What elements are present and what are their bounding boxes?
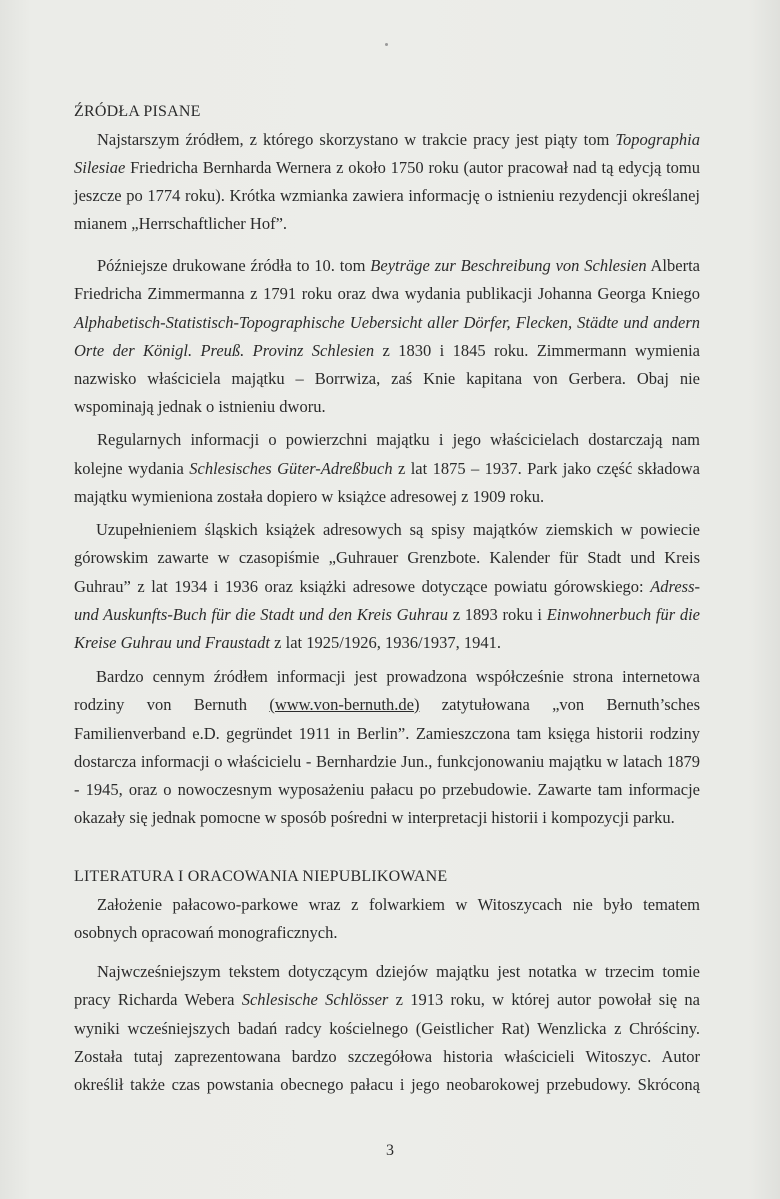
- text-line: [74, 487, 700, 507]
- text-line: [97, 256, 700, 276]
- text-line: [74, 808, 700, 828]
- italic-title-text: Alphabetisch-Statistisch-Topographische Uebersicht aller Dörfer, Flecken, Städte und andern: [74, 313, 700, 332]
- text-line: [74, 577, 700, 597]
- text-line: [74, 923, 700, 943]
- text-line: [74, 633, 700, 653]
- text-line: [74, 313, 700, 333]
- body-text: z lat 1925/1926, 1936/1937, 1941.: [270, 633, 502, 652]
- body-text: wyniki wcześniejszych badań radcy kościelnego (Geistlicher Rat) Wenzlicka z Chróściny.: [74, 1019, 700, 1038]
- body-text: okazały się jednak pomocne w sposób pośredni w interpretacji historii i kompozycji parku.: [74, 808, 675, 827]
- text-line: [97, 962, 700, 982]
- body-text: - 1945, oraz o nowoczesnym wyposażeniu pałacu po przebudowie. Zawarte tam informacje: [74, 780, 700, 799]
- text-line: [74, 158, 700, 178]
- body-text: Najwcześniejszym tekstem dotyczącym dziejów majątku jest notatka w trzecim tomie: [97, 962, 700, 981]
- body-text: Guhrau” z lat 1934 i 1936 oraz książki adresowe dotyczące powiatu górowskiego:: [74, 577, 651, 596]
- italic-title-text: Kreise Guhrau und Fraustadt: [74, 633, 271, 652]
- text-line: [96, 667, 700, 687]
- body-text: rodziny von Bernuth: [74, 695, 270, 714]
- text-line: [74, 397, 700, 417]
- text-line: [74, 459, 700, 479]
- body-text: z 1830 i 1845 roku. Zimmermann wymienia: [374, 341, 700, 360]
- italic-title-text: Schlesische Schlösser: [241, 990, 389, 1009]
- body-text: Friedricha Zimmermanna z 1791 roku oraz dwa wydania publikacji Johanna Georga Kniego: [74, 284, 700, 303]
- body-text: z 1893 roku i: [448, 605, 547, 624]
- text-line: [74, 605, 700, 625]
- body-text: Została tutaj zaprezentowana bardzo szczegółowa historia właścicieli Witoszyc. Autor: [74, 1047, 700, 1066]
- text-line: [74, 1019, 700, 1039]
- body-text: pracy Richarda Webera: [74, 990, 242, 1009]
- body-text: Regularnych informacji o powierzchni majątku i jego właścicielach dostarczają nam: [97, 430, 700, 449]
- body-text: Uzupełnieniem śląskich książek adresowych są spisy majątków ziemskich w powiecie: [96, 520, 700, 539]
- body-text: Założenie pałacowo-parkowe wraz z folwarkiem w Witoszycach nie było tematem: [97, 895, 700, 914]
- body-text: Familienverband e.D. gegründet 1911 in Berlin”. Zamieszczona tam księga historii rodziny: [74, 724, 700, 743]
- body-text: kolejne wydania: [74, 459, 190, 478]
- body-text: określił także czas powstania obecnego pałacu i jego neobarokowej przebudowy. Skróconą: [74, 1075, 700, 1094]
- text-line: [74, 724, 700, 744]
- italic-title-text: Adress-: [650, 577, 700, 596]
- text-line: [97, 430, 700, 450]
- body-text: zatytułowana „von Bernuth’sches: [419, 695, 700, 714]
- italic-title-text: und Auskunfts-Buch für die Stadt und den Kreis Guhrau: [74, 605, 449, 624]
- text-line: [74, 1047, 700, 1067]
- text-line: [74, 695, 700, 715]
- text-line: [96, 520, 700, 540]
- body-text: wspominają jednak o istnieniu dworu.: [74, 397, 326, 416]
- text-line: [97, 130, 700, 150]
- italic-title-text: Beyträge zur Beschreibung von Schlesien: [370, 256, 647, 275]
- body-text: mianem „Herrschaftlicher Hof”.: [74, 214, 288, 233]
- body-text: Bardzo cennym źródłem informacji jest prowadzona współcześnie strona internetowa: [96, 667, 700, 686]
- text-line: [74, 284, 700, 304]
- italic-title-text: Einwohnerbuch für die: [546, 605, 700, 624]
- text-line: [74, 990, 700, 1010]
- body-text: górowskim zawarte w czasopiśmie „Guhrauer Grenzbote. Kalender für Stadt und Kreis: [74, 548, 700, 567]
- text-line: [74, 341, 700, 361]
- text-line: [74, 752, 700, 772]
- body-text: z 1913 roku, w której autor powołał się na: [388, 990, 700, 1009]
- website-link-text: (www.von-bernuth.de): [269, 695, 420, 714]
- body-text: Friedricha Bernharda Wernera z około 1750 roku (autor pracował nad tą edycją tomu: [125, 158, 700, 177]
- text-line: [97, 895, 700, 915]
- section-heading-written-sources: ŹRÓDŁA PISANE: [74, 103, 201, 120]
- body-text: jeszcze po 1774 roku). Krótka wzmianka zawiera informację o istnieniu rezydencji określanej: [74, 186, 700, 205]
- body-text: Późniejsze drukowane źródła to 10. tom: [97, 256, 371, 275]
- body-text: osobnych opracowań monograficznych.: [74, 923, 338, 942]
- text-line: [74, 369, 700, 389]
- italic-title-text: Silesiae: [74, 158, 126, 177]
- body-text: majątku wymieniona została dopiero w książce adresowej z 1909 roku.: [74, 487, 545, 506]
- italic-title-text: Orte der Königl. Preuß. Provinz Schlesien: [74, 341, 375, 360]
- text-line: [74, 1075, 700, 1095]
- text-line: [74, 780, 700, 800]
- body-text: z lat 1875 – 1937. Park jako część składowa: [392, 459, 700, 478]
- text-line: [74, 214, 700, 234]
- body-text: Alberta: [646, 256, 700, 275]
- body-text: nazwisko właściciela majątku – Borrwiza, zaś Knie kapitana von Gerbera. Obaj nie: [74, 369, 700, 388]
- italic-title-text: Schlesisches Güter-Adreßbuch: [189, 459, 393, 478]
- body-text: Najstarszym źródłem, z którego skorzystano w trakcie pracy jest piąty tom: [97, 130, 616, 149]
- section-heading-literature: LITERATURA I ORACOWANIA NIEPUBLIKOWANE: [74, 868, 448, 885]
- scan-speck: [385, 43, 388, 46]
- text-line: [74, 548, 700, 568]
- text-line: [74, 186, 700, 206]
- body-text: dostarcza informacji o właścicielu - Bernhardzie Jun., funkcjonowaniu majątku w latach 1879: [74, 752, 700, 771]
- page-number: 3: [386, 1142, 394, 1159]
- italic-title-text: Topographia: [615, 130, 700, 149]
